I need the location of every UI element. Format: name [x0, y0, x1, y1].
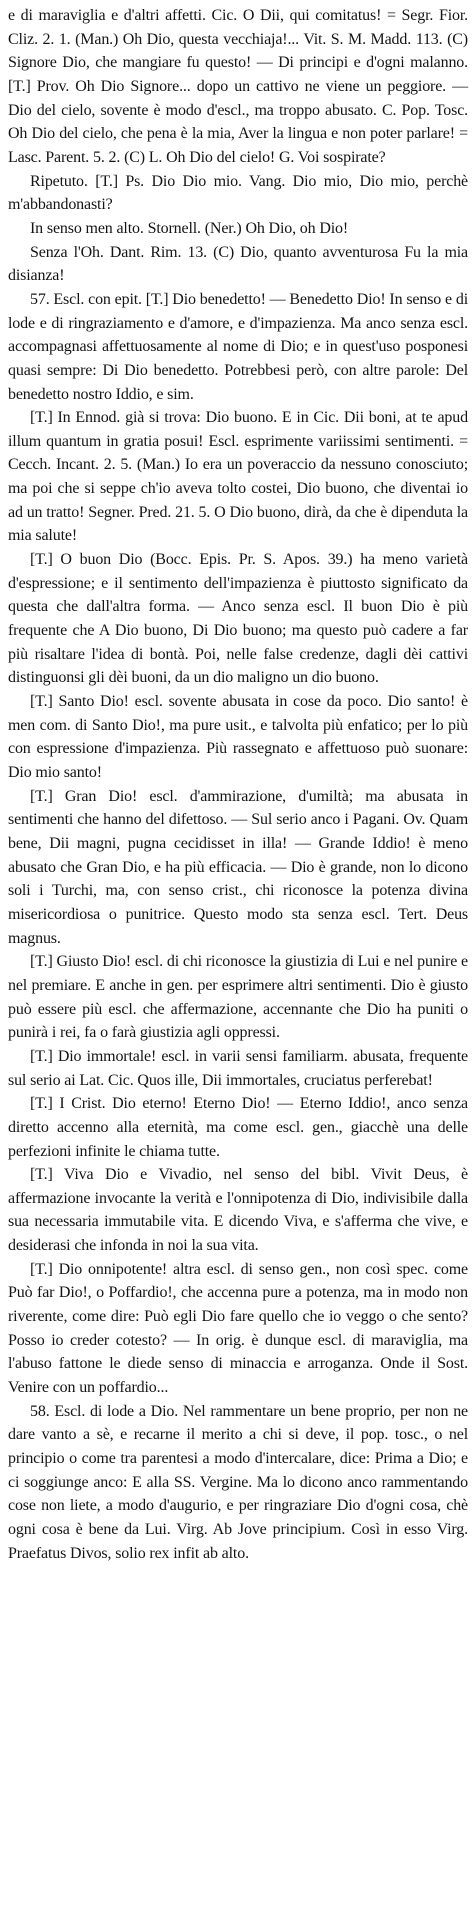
paragraph-senza-oh: Senza l'Oh. Dant. Rim. 13. (C) Dio, quanto avventurosa Fu la mia disianza! — [8, 243, 468, 285]
paragraph-gran-dio: [T.] Gran Dio! escl. d'ammirazione, d'umiltà; ma abusata in sentimenti che hanno del difettoso. — Sul serio anco i Pagani. Ov. Quam bene, Dii magni, pugna cecidisset in illa! — Grande Iddio! è meno abusato che Gran Dio, e ha più efficacia. — Dio è grande, non lo dicono soli i Turchi, ma, con senso crist., chi riconosce la potenza divina misericordiosa o punitrice. Questo modo sta senza escl. Tert. Deus magnus. — [8, 787, 468, 947]
paragraph-viva-dio: [T.] Viva Dio e Vivadio, nel senso del bibl. Vivit Deus, è affermazione invocante la verità e l'onnipotenza di Dio, indivisibile dalla sua necessaria immutabile vita. E dicendo Viva, e s'afferma che vive, e desiderasi che infonda in noi la sua vita. — [8, 1166, 468, 1255]
dictionary-page — [8, 4, 468, 1565]
paragraph-santo-dio: [T.] Santo Dio! escl. sovente abusata in cose da poco. Dio santo! è men com. di Santo Dio!, ma pure usit., e talvolta più enfatico; per lo più con espressione d'impazienza. Più rassegnato e affettuoso può suonare: Dio mio santo! — [8, 693, 468, 781]
paragraph-dio-immortale: [T.] Dio immortale! escl. in varii sensi familiarm. abusata, frequente sul serio ai Lat. Cic. Quos ille, Dii immortales, cruciatus perferebat! — [8, 1047, 468, 1089]
paragraph-dio-buono: [T.] In Ennod. già si trova: Dio buono. E in Cic. Dii boni, at te apud illum quantum in gratia posui! Escl. esprimente variissimi sentimenti. = Cecch. Incant. 2. 5. (Man.) Io era un poveraccio da nessuno conosciuto; ma poi che si seppe ch'io aveva tolto costei, Dio buono, che diventai io ad un tratto! Segner. Pred. 21. 5. O Dio buono, dirà, da che è dipenduta la mia salute! — [8, 409, 468, 545]
paragraph-continuation: e di maraviglia e d'altri affetti. Cic. O Dii, qui comitatus! = Segr. Fior. Cliz. 2. 1. (Man.) Oh Dio, questa vecchiaja!... Vit. S. M. Madd. 113. (C) Signore Dio, che mangiare fu questo! — Di principi e d'ogni malanno. [T.] Prov. Oh Dio Signore... dopo un cattivo ne viene un peggiore. — Dio del cielo, sovente è modo d'escl., ma troppo abusato. C. Pop. Tosc. Oh Dio del cielo, che pena è la mia, Aver la lingua e non poter parlare! = Lasc. Parent. 5. 2. (C) L. Oh Dio del cielo! G. Voi sospirate? — [8, 7, 468, 166]
paragraph-senso-men-alto: In senso men alto. Stornell. (Ner.) Oh Dio, oh Dio! — [30, 219, 349, 237]
paragraph-entry-58: 58. Escl. di lode a Dio. Nel rammentare un bene proprio, per non ne dare vanto a sè, e recarne il merito a chi si deve, il pop. tosc., o nel principio o come tra parentesi a modo d'intercalare, dice: Prima a Dio; e ci soggiunge anco: E alla SS. Vergine. Ma lo dicono anco rammentando cose non liete, a modo d'augurio, e per ringraziare Dio d'ogni cosa, chè ogni cosa è bene da Lui. Virg. Ab Jove principium. Così in esso Virg. Praefatus Divos, solio rex infit ab alto. — [8, 1402, 468, 1562]
paragraph-giusto-dio: [T.] Giusto Dio! escl. di chi riconosce la giustizia di Lui e nel punire e nel premiare. E anche in gen. per esprimere altri sentimenti. Dio è giusto può essere più escl. che affermazione, accennante che Dio ha puniti o punirà i rei, fa o farà giustizia agli oppressi. — [8, 953, 468, 1042]
paragraph-dio-eterno: [T.] I Crist. Dio eterno! Eterno Dio! — Eterno Iddio!, anco senza diretto accenno alla eternità, ma come escl. gen., giacchè una delle perfezioni infinite le chiama tutte. — [8, 1095, 468, 1160]
paragraph-dio-onnipotente: [T.] Dio onnipotente! altra escl. di senso gen., non così spec. come Può far Dio!, o Poffardio!, che accenna pure a potenza, ma in modo non riverente, come dire: Può egli Dio fare quello che io veggo o che sento? Posso io creder cotesto? — In orig. è dunque escl. di maraviglia, ma l'abuso fattone le diede senso di minaccia e arroganza. Onde il Sost. Venire con un poffardio... — [8, 1260, 468, 1397]
paragraph-entry-57: 57. Escl. con epit. [T.] Dio benedetto! — Benedetto Dio! In senso e di lode e di ringraziamento e d'amore, e d'impazienza. Ma anco senza escl. accompagnasi affettuosamente al nome di Dio; e in quest'uso posponesi quasi sempre: Di Dio benedetto. Potrebbesi però, con altre parole: Del benedetto nostro Iddio, e sim. — [8, 290, 468, 403]
paragraph-ripetuto: Ripetuto. [T.] Ps. Dio Dio mio. Vang. Dio mio, Dio mio, perchè m'abbandonasti? — [8, 172, 468, 214]
paragraph-buon-dio: [T.] O buon Dio (Bocc. Epis. Pr. S. Apos. 39.) ha meno varietà d'espressione; e il sentimento dell'impazienza è piuttosto significato da questa che dall'altra forma. — Anco senza escl. Il buon Dio è più frequente che A Dio buono, Di Dio buono; ma questo può cadere a far più risaltare l'idea di bontà. Poi, nelle false credenze, dagli dèi cattivi distinguonsi gli dèi buoni, da un dio maligno un dio buono. — [8, 551, 468, 687]
